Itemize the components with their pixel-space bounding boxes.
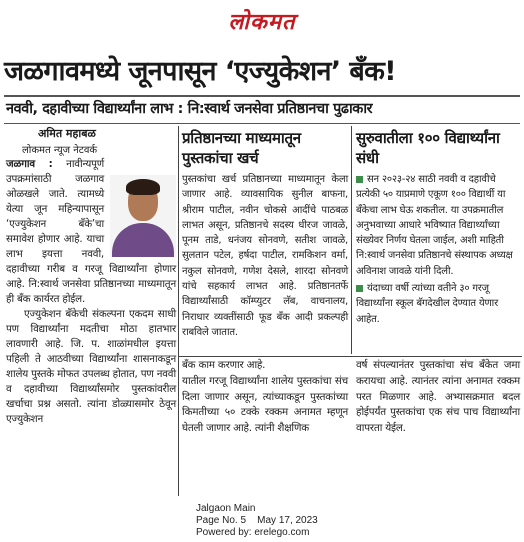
dateline: जळगाव :	[6, 158, 53, 170]
powered-by: Powered by: erelego.com	[196, 527, 310, 538]
article-column-2-continued: बँक काम करणार आहे. यातील गरजू विद्यार्थ्यांना शालेय पुस्तकांचा संच दिला जाणार असून, त्यांच्याकडून पुस्तकांच्या किमतीच्या ५० टक्के रक्कम अनामत म्हणून घेतली जाणार आहे. त्यांनी शैक्षणिक	[182, 359, 348, 435]
column-1-paragraph-2: एज्युकेशन बँकेची संकल्पना एकदम साधी पण विद्यार्थ्यांना मदतीचा मोठा हातभार लावणारी आहे. जि. प. शाळांमधील इयत्ता पहिली ते आठवीच्या विद्यार्थ्यांना शासनाकडून शालेय पुस्तके मोफत उपलब्ध होतात, पण नववी व दहावीच्या विद्यार्थ्यांसमोर पुस्तकांवरील खर्चाचा प्रश्न असतो. त्यांना डोळ्यासमोर ठेवून एज्युकेशन	[6, 308, 176, 425]
section-rule	[178, 356, 522, 357]
column-3-bullet-1: सन २०२३-२४ साठी नववी व दहावीचे प्रत्येकी ५० याप्रमाणे एकूण १०० विद्यार्थी या बँकेचा लाभ घेऊ शकतील. या उपक्रमातील अनुभवाच्या आधारे भविष्यात विद्यार्थ्यांच्या संख्येवर निर्णय घेतला जाईल, अशी माहिती नि:स्वार्थ जनसेवा प्रतिष्ठानचे संस्थापक अध्यक्ष अविनाश जावळे यांनी दिली.	[356, 174, 513, 277]
column-1-paragraph-1: नावीन्यपूर्ण उपक्रमांसाठी जळगाव ओळखले जाते. त्यामध्ये येत्या जून महिन्यापासून ‘एज्युकेशन बँके’चा समावेश होणार आहे. याचा लाभ इयत्ता नववी, दहावीच्या गरीब व गरजू विद्यार्थ्यांना होणार आहे. नि:स्वार्थ जनसेवा प्रतिष्ठानच्या माध्यमातून ही बँक कार्यरत होईल.	[6, 158, 176, 305]
page-and-date: Page No. 5 May 17, 2023	[196, 515, 318, 526]
section-title-book-cost: प्रतिष्ठानच्या माध्यमातून पुस्तकांचा खर्च	[182, 129, 301, 167]
article-column-1	[6, 157, 176, 427]
article-column-3-continued: वर्ष संपल्यानंतर पुस्तकांचा संच बँकेत जमा करायचा आहे. त्यानंतर त्यांना अनामत रक्कम परत मिळणार आहे. अभ्यासक्रमात बदल होईपर्यंत पुस्तकांचा एक संच पाच विद्यार्थ्यांना वापरता येईल.	[356, 359, 520, 435]
column-3-bullet-2: यंदाच्या वर्षी त्यांच्या वतीने ३० गरजू विद्यार्थ्यांना स्कूल बॅगदेखील देण्यात येणार आहेत.	[356, 283, 498, 325]
article-column-2: पुस्तकांचा खर्च प्रतिष्ठानच्या माध्यमातून केला जाणार आहे. व्यावसायिक सुनील बाफना, श्रीराम पाटील, नवीन चोकसे आदींचे पाठबळ लाभत असून, प्रतिष्ठानचे सदस्य धीरज जावळे, पूनम ताडे, धनंजय सोनवणे, सतीश जावळे, सुलतान पटेल, हर्षदा पाटील, रामकिशन वर्मा, नकुल सोनवणे, गणेश देसले, शारदा सोनवणे यांचे सहकार्य लाभत आहे. प्रतिष्ठानतर्फे विद्यार्थ्यांसाठी कॉम्प्युटर लॅब, वाचनालय, निराधार व्यक्तींसाठी फूड बँक आदी प्रकल्पही राबविले जातात.	[182, 174, 348, 338]
green-bullet-icon	[356, 285, 363, 292]
newspaper-logo: लोकमत	[228, 9, 296, 35]
edition-name: Jalgaon Main	[196, 503, 256, 514]
green-bullet-icon	[356, 176, 363, 183]
article-column-3	[356, 172, 522, 329]
subheadline: नववी, दहावीच्या विद्यार्थ्यांना लाभ : नि:स्वार्थ जनसेवा प्रतिष्ठानचा पुढाकार	[6, 101, 373, 117]
headline-rule	[4, 95, 520, 97]
column-divider	[351, 126, 352, 354]
byline-organization: लोकमत न्यूज नेटवर्क	[22, 145, 98, 156]
headline: जळगावमध्ये जूनपासून ‘एज्युकेशन’ बँक!	[4, 56, 396, 87]
byline-author: अमित महाबळ	[38, 127, 96, 140]
author-photo	[110, 175, 176, 257]
section-title-first-100-students: सुरुवातीला १०० विद्यार्थ्यांना संधी	[356, 129, 500, 167]
page-footer	[196, 503, 318, 539]
subhead-rule	[4, 123, 520, 124]
column-divider	[178, 126, 179, 496]
